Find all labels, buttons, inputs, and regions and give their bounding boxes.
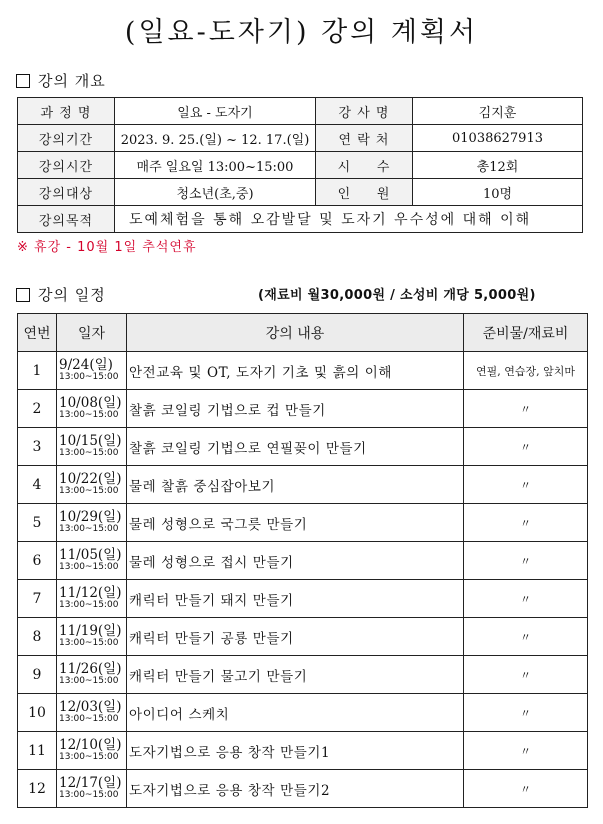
table-row bbox=[18, 504, 588, 542]
row-prep: 〃 bbox=[464, 770, 588, 808]
row-date bbox=[57, 390, 127, 428]
header-date: 일자 bbox=[57, 314, 127, 352]
row-date-time: 13:00~15:00 bbox=[59, 638, 119, 649]
row-prep: 연필, 연습장, 앞치마 bbox=[464, 352, 588, 390]
instructor-label: 강 사 명 bbox=[316, 98, 413, 125]
row-prep: 〃 bbox=[464, 694, 588, 732]
course-label: 과 정 명 bbox=[18, 98, 115, 125]
headcount-label: 인 원 bbox=[316, 179, 413, 206]
row-content: 물레 찰흙 중심잡아보기 bbox=[127, 466, 464, 504]
row-date-day: 12/03(일) bbox=[59, 698, 122, 715]
row-date-time: 13:00~15:00 bbox=[59, 600, 119, 611]
sessions-value: 총12회 bbox=[413, 152, 583, 179]
row-date-day: 11/19(일) bbox=[59, 622, 122, 639]
row-prep: 〃 bbox=[464, 580, 588, 618]
schedule-header-row bbox=[18, 314, 588, 352]
row-num: 3 bbox=[18, 428, 57, 466]
section-schedule-label: 강의 일정 bbox=[38, 286, 106, 304]
row-num: 11 bbox=[18, 732, 57, 770]
row-date-day: 10/15(일) bbox=[59, 432, 122, 449]
table-row bbox=[18, 542, 588, 580]
row-date-time: 13:00~15:00 bbox=[59, 486, 119, 497]
table-row bbox=[18, 618, 588, 656]
purpose-value: 도예체험을 통해 오감발달 및 도자기 우수성에 대해 이해 bbox=[115, 206, 583, 233]
row-prep: 〃 bbox=[464, 618, 588, 656]
checkbox-icon bbox=[16, 74, 30, 88]
row-prep: 〃 bbox=[464, 504, 588, 542]
period-label: 강의기간 bbox=[18, 125, 115, 152]
overview-row bbox=[18, 98, 583, 125]
row-date bbox=[57, 504, 127, 542]
table-row bbox=[18, 580, 588, 618]
table-row bbox=[18, 694, 588, 732]
purpose-label: 강의목적 bbox=[18, 206, 115, 233]
row-prep: 〃 bbox=[464, 542, 588, 580]
overview-row bbox=[18, 179, 583, 206]
row-date-time: 13:00~15:00 bbox=[59, 524, 119, 535]
header-prep: 준비물/재료비 bbox=[464, 314, 588, 352]
row-date bbox=[57, 580, 127, 618]
row-date bbox=[57, 352, 127, 390]
row-date-day: 10/22(일) bbox=[59, 470, 122, 487]
row-num: 5 bbox=[18, 504, 57, 542]
section-overview-label: 강의 개요 bbox=[38, 72, 106, 90]
row-date bbox=[57, 466, 127, 504]
row-date-day: 12/17(일) bbox=[59, 774, 122, 791]
table-row bbox=[18, 656, 588, 694]
row-content: 아이디어 스케치 bbox=[127, 694, 464, 732]
table-row bbox=[18, 732, 588, 770]
instructor-value: 김지훈 bbox=[413, 98, 583, 125]
row-date-time: 13:00~15:00 bbox=[59, 562, 119, 573]
row-prep: 〃 bbox=[464, 428, 588, 466]
row-content: 안전교육 및 OT, 도자기 기초 및 흙의 이해 bbox=[127, 352, 464, 390]
row-prep: 〃 bbox=[464, 656, 588, 694]
row-prep: 〃 bbox=[464, 466, 588, 504]
row-date bbox=[57, 732, 127, 770]
row-date-day: 12/10(일) bbox=[59, 736, 122, 753]
schedule-table bbox=[17, 313, 588, 808]
row-num: 7 bbox=[18, 580, 57, 618]
row-content: 캐릭터 만들기 물고기 만들기 bbox=[127, 656, 464, 694]
table-row bbox=[18, 390, 588, 428]
overview-row bbox=[18, 125, 583, 152]
row-date bbox=[57, 542, 127, 580]
headcount-value: 10명 bbox=[413, 179, 583, 206]
row-date-time: 13:00~15:00 bbox=[59, 752, 119, 763]
overview-row bbox=[18, 206, 583, 233]
row-num: 12 bbox=[18, 770, 57, 808]
target-label: 강의대상 bbox=[18, 179, 115, 206]
overview-table bbox=[17, 97, 583, 233]
row-content: 찰흙 코일링 기법으로 연필꽂이 만들기 bbox=[127, 428, 464, 466]
row-date-day: 10/29(일) bbox=[59, 508, 122, 525]
sessions-label: 시 수 bbox=[316, 152, 413, 179]
document-title: (일요-도자기) 강의 계획서 bbox=[124, 17, 479, 48]
row-date-day: 11/05(일) bbox=[59, 546, 122, 563]
table-row bbox=[18, 428, 588, 466]
row-date-time: 13:00~15:00 bbox=[59, 410, 119, 421]
row-date-day: 9/24(일) bbox=[59, 356, 113, 373]
section-schedule-heading bbox=[16, 284, 106, 305]
course-value: 일요 - 도자기 bbox=[115, 98, 316, 125]
fee-note: (재료비 월30,000원 / 소성비 개당 5,000원) bbox=[258, 288, 536, 303]
row-num: 2 bbox=[18, 390, 57, 428]
row-date bbox=[57, 656, 127, 694]
row-num: 10 bbox=[18, 694, 57, 732]
row-content: 물레 성형으로 접시 만들기 bbox=[127, 542, 464, 580]
row-content: 찰흙 코일링 기법으로 컵 만들기 bbox=[127, 390, 464, 428]
row-date-day: 10/08(일) bbox=[59, 394, 122, 411]
row-date bbox=[57, 770, 127, 808]
row-num: 6 bbox=[18, 542, 57, 580]
row-num: 1 bbox=[18, 352, 57, 390]
row-num: 8 bbox=[18, 618, 57, 656]
row-content: 물레 성형으로 국그릇 만들기 bbox=[127, 504, 464, 542]
row-prep: 〃 bbox=[464, 390, 588, 428]
time-label: 강의시간 bbox=[18, 152, 115, 179]
row-content: 도자기법으로 응용 창작 만들기2 bbox=[127, 770, 464, 808]
row-date-time: 13:00~15:00 bbox=[59, 790, 119, 801]
row-date bbox=[57, 694, 127, 732]
row-date-time: 13:00~15:00 bbox=[59, 676, 119, 687]
row-date bbox=[57, 618, 127, 656]
row-date-time: 13:00~15:00 bbox=[59, 714, 119, 725]
row-num: 9 bbox=[18, 656, 57, 694]
contact-value: 01038627913 bbox=[413, 125, 583, 152]
header-content: 강의 내용 bbox=[127, 314, 464, 352]
contact-label: 연 락 처 bbox=[316, 125, 413, 152]
target-value: 청소년(초,중) bbox=[115, 179, 316, 206]
period-value: 2023. 9. 25.(일) ~ 12. 17.(일) bbox=[115, 125, 316, 152]
row-date bbox=[57, 428, 127, 466]
header-num: 연번 bbox=[18, 314, 57, 352]
row-date-time: 13:00~15:00 bbox=[59, 448, 119, 459]
time-value: 매주 일요일 13:00~15:00 bbox=[115, 152, 316, 179]
row-date-time: 13:00~15:00 bbox=[59, 372, 119, 383]
row-content: 캐릭터 만들기 돼지 만들기 bbox=[127, 580, 464, 618]
row-prep: 〃 bbox=[464, 732, 588, 770]
checkbox-icon bbox=[16, 288, 30, 302]
schedule-body bbox=[18, 352, 588, 808]
overview-row bbox=[18, 152, 583, 179]
row-content: 캐릭터 만들기 공룡 만들기 bbox=[127, 618, 464, 656]
row-date-day: 11/26(일) bbox=[59, 660, 122, 677]
section-overview-heading bbox=[16, 70, 106, 91]
table-row bbox=[18, 352, 588, 390]
table-row bbox=[18, 770, 588, 808]
row-date-day: 11/12(일) bbox=[59, 584, 122, 601]
table-row bbox=[18, 466, 588, 504]
row-content: 도자기법으로 응용 창작 만들기1 bbox=[127, 732, 464, 770]
holiday-note: ※ 휴강 - 10월 1일 추석연휴 bbox=[17, 240, 197, 255]
row-num: 4 bbox=[18, 466, 57, 504]
